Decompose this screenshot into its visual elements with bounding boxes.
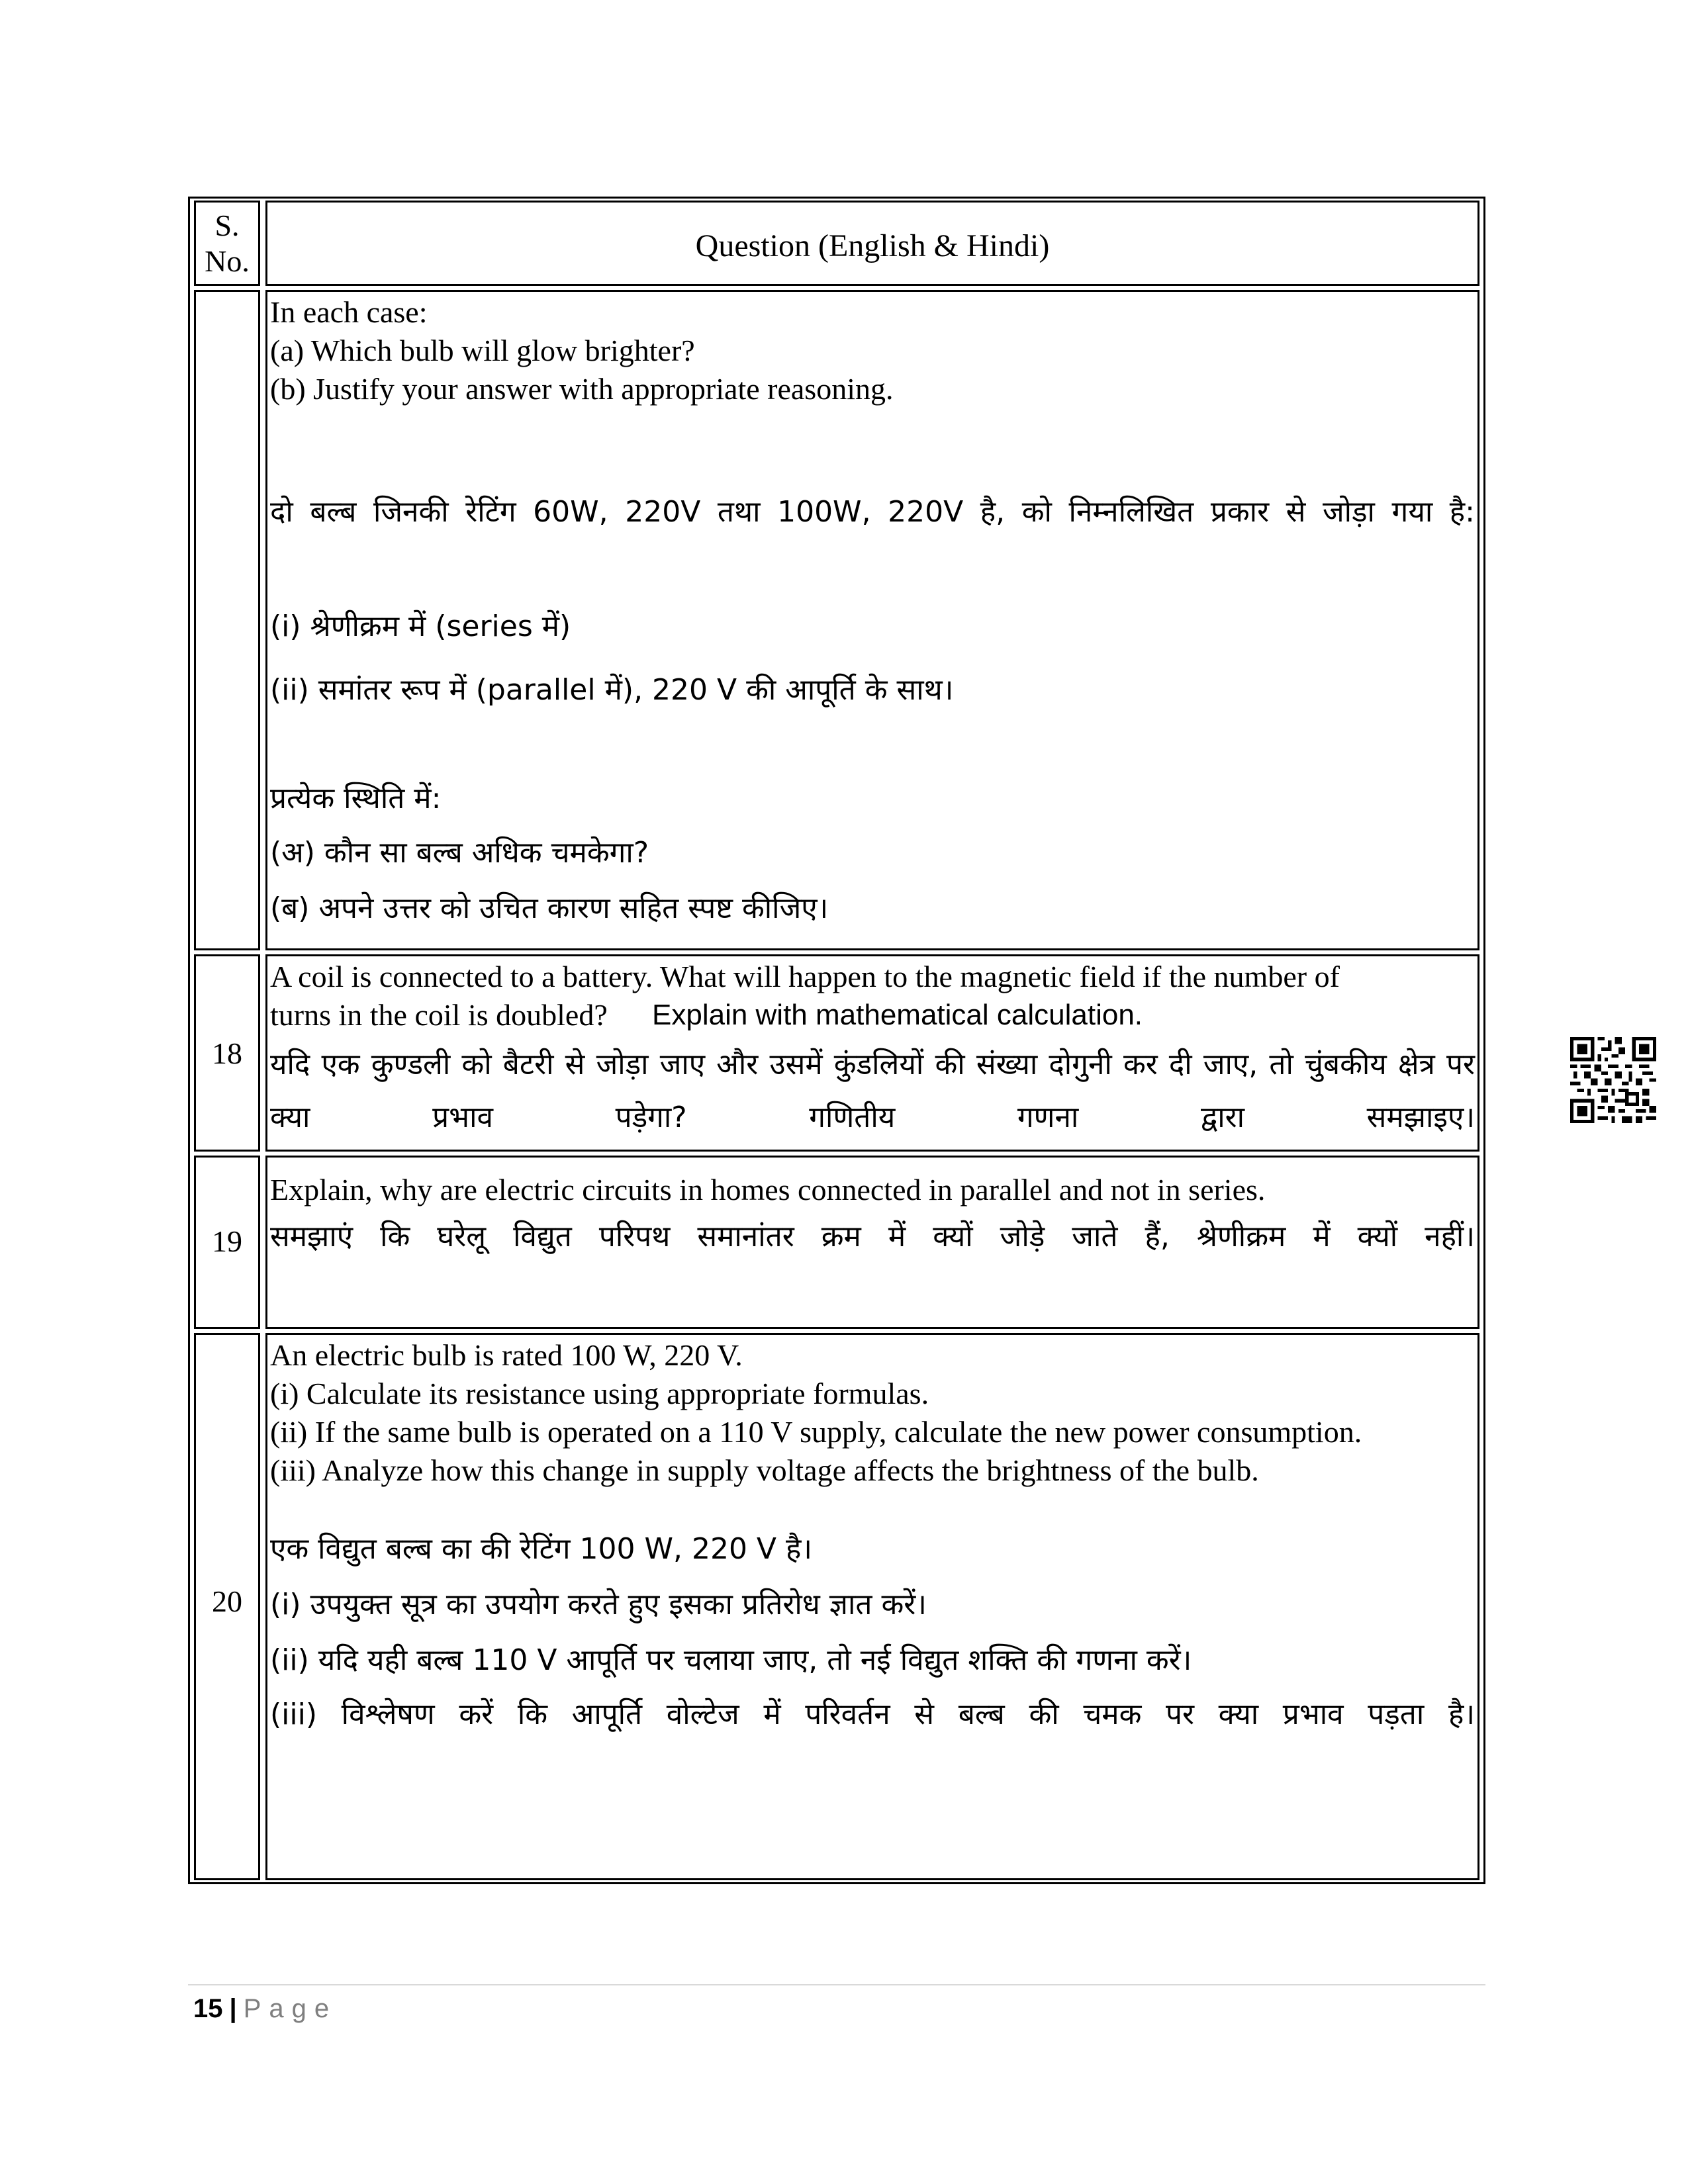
hindi-line: (अ) कौन सा बल्ब अधिक चमकेगा? — [270, 836, 649, 870]
sno-cell — [194, 1156, 260, 1329]
hindi-paragraph: यदि एक कुण्डली को बैटरी से जोड़ा जाए और उसमें कुंडलियों की संख्या दोगुनी कर दी जाए, तो चुंबकीय क्षेत्र पर क्या प्रभाव पड़ेगा? गणितीय गणना द्वारा समझाइए। — [270, 1048, 1475, 1134]
row-number: 18 — [212, 1036, 242, 1070]
hindi-line: (i) श्रेणीक्रम में (series में) — [270, 610, 571, 643]
question-cell — [265, 290, 1479, 950]
hindi-line: (ब) अपने उत्तर को उचित कारण सहित स्पष्ट कीजिए। — [270, 891, 829, 925]
hindi-paragraph: दो बल्ब जिनकी रेटिंग 60W, 220V तथा 100W, 220V है, को निम्नलिखित प्रकार से जोड़ा गया है: — [270, 495, 1475, 529]
qr-code-icon — [1570, 1037, 1656, 1123]
english-line: (iii) Analyze how this change in supply voltage affects the brightness of the bulb. — [270, 1453, 1259, 1487]
english-line-sans: Explain with mathematical calculation. — [652, 999, 1143, 1031]
english-line: (ii) If the same bulb is operated on a 110 V supply, calculate the new power consumption. — [270, 1415, 1362, 1449]
page-label: Page — [243, 1994, 338, 2023]
table-row — [194, 290, 1479, 950]
question-cell — [265, 1156, 1479, 1329]
hindi-line: (i) उपयुक्त सूत्र का उपयोग करते हुए इसका प्रतिरोध ज्ञात करें। — [270, 1588, 927, 1621]
page-number: 15 — [193, 1994, 223, 2023]
table-row — [194, 1333, 1479, 1880]
sno-cell — [194, 290, 260, 950]
english-line: Explain, why are electric circuits in homes connected in parallel and not in series. — [270, 1173, 1266, 1206]
english-line: (i) Calculate its resistance using appropriate formulas. — [270, 1377, 929, 1410]
english-line: turns in the coil is doubled? — [270, 998, 608, 1032]
english-line: An electric bulb is rated 100 W, 220 V. — [270, 1338, 743, 1372]
hindi-paragraph: समझाएं कि घरेलू विद्युत परिपथ समानांतर क्रम में क्यों जोड़े जाते हैं, श्रेणीक्रम में क्यों नहीं। — [270, 1220, 1475, 1253]
hindi-line: एक विद्युत बल्ब का की रेटिंग 100 W, 220 V है। — [270, 1532, 813, 1566]
table-row — [194, 954, 1479, 1152]
sno-header-cell — [194, 201, 260, 286]
page-separator: | — [229, 1994, 237, 2023]
sno-cell — [194, 954, 260, 1152]
table-header-row — [194, 201, 1479, 286]
page-footer — [193, 1992, 337, 2025]
hindi-line: (ii) यदि यही बल्ब 110 V आपूर्ति पर चलाया जाए, तो नई विद्युत शक्ति की गणना करें। — [270, 1643, 1192, 1677]
question-header-cell — [265, 201, 1479, 286]
hindi-paragraph: (iii) विश्लेषण करें कि आपूर्ति वोल्टेज में परिवर्तन से बल्ब की चमक पर क्या प्रभाव पड़ता है। — [270, 1698, 1475, 1731]
question-cell — [265, 1333, 1479, 1880]
english-line: (a) Which bulb will glow brighter? — [270, 334, 695, 367]
hindi-line: (ii) समांतर रूप में (parallel में), 220 V की आपूर्ति के साथ। — [270, 673, 954, 707]
sno-header: S. No. — [205, 208, 250, 278]
sno-cell — [194, 1333, 260, 1880]
english-line: (b) Justify your answer with appropriate reasoning. — [270, 372, 894, 406]
hindi-line: प्रत्येक स्थिति में: — [270, 782, 442, 815]
question-header: Question (English & Hindi) — [695, 228, 1050, 263]
english-line: A coil is connected to a battery. What will happen to the magnetic field if the number of — [270, 960, 1340, 993]
row-number: 20 — [212, 1584, 242, 1618]
english-line: In each case: — [270, 295, 428, 329]
question-cell — [265, 954, 1479, 1152]
footer-divider — [188, 1984, 1485, 1985]
question-table — [188, 197, 1485, 1884]
table-row — [194, 1156, 1479, 1329]
row-number: 19 — [212, 1224, 242, 1258]
